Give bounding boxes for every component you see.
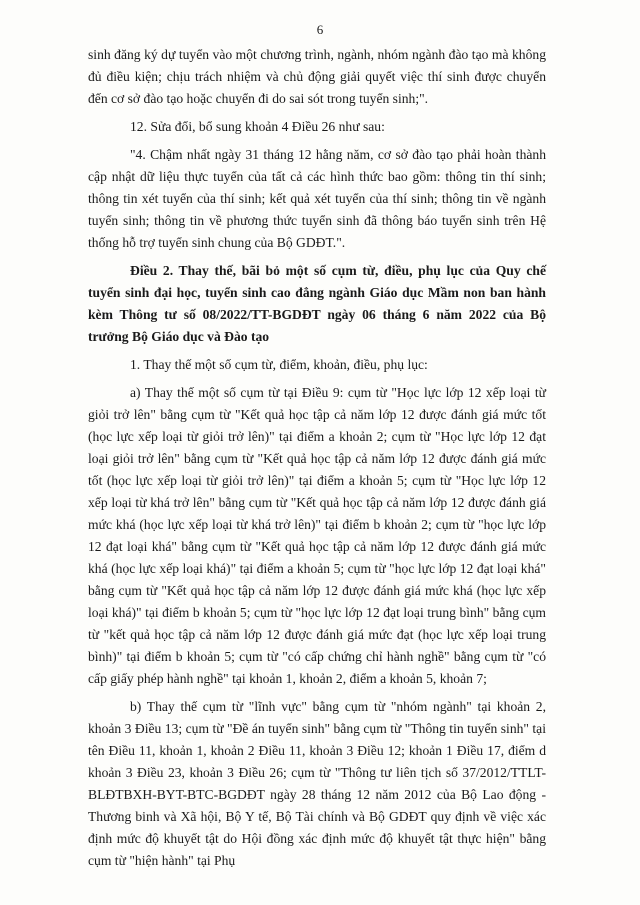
paragraph-item-12: 12. Sửa đổi, bổ sung khoản 4 Điều 26 như sau: — [130, 119, 385, 134]
paragraph-quote-clause-4: "4. Chậm nhất ngày 31 tháng 12 hằng năm, cơ sở đào tạo phải hoàn thành cập nhật dữ liệu thực tuyển của tất cả các hình thức bao gồm: thông tin thí sinh; thông tin xét tuyển của thí sinh; kết quả xét tuyển của thí sinh; thông tin về ngành tuyển sinh; thông tin về phương thức tuyển sinh đã thông báo tuyển sinh trên Hệ thống hỗ trợ tuyển sinh chung của Bộ GDĐT.". — [88, 147, 546, 250]
page-number: 6 — [316, 22, 324, 37]
article-2-heading: Điều 2. Thay thế, bãi bỏ một số cụm từ, điều, phụ lục của Quy chế tuyển sinh đại học, tuyển sinh cao đẳng ngành Giáo dục Mầm non ban hành kèm Thông tư số 08/2022/TT-BGDĐT ngày 06 tháng 6 năm 2022 của Bộ trưởng Bộ Giáo dục và Đào tạo — [88, 263, 546, 344]
paragraph-continuation: sinh đăng ký dự tuyển vào một chương trình, ngành, nhóm ngành đào tạo mà không đủ điều kiện; chịu trách nhiệm và chủ động giải quyết việc thí sinh được chuyển đến cơ sở đào tạo hoặc chuyển đi do sai sót trong tuyển sinh;". — [88, 47, 546, 106]
paragraph-item-1: 1. Thay thế một số cụm từ, điểm, khoản, điều, phụ lục: — [130, 357, 428, 372]
document-body — [88, 44, 546, 878]
paragraph-item-b: b) Thay thế cụm từ "lĩnh vực" bằng cụm từ "nhóm ngành" tại khoản 2, khoản 3 Điều 13; cụm từ "Đề án tuyển sinh" bằng cụm từ "Thông tin tuyển sinh" tại tên Điều 11, khoản 1, khoản 2 Điều 11, khoản 3 Điều 12; khoản 1 Điều 17, điểm d khoản 3 Điều 23, khoản 3 Điều 26; cụm từ "Thông tư liên tịch số 37/2012/TTLT- BLĐTBXH-BYT-BTC-BGDĐT ngày 28 tháng 12 năm 2012 của Bộ Lao động - Thương binh và Xã hội, Bộ Y tế, Bộ Tài chính và Bộ GDĐT quy định về việc xác định mức độ khuyết tật do Hội đồng xác định mức độ khuyết tật thực hiện" bằng cụm từ "hiện hành" tại Phụ — [88, 699, 546, 868]
paragraph-item-a: a) Thay thế một số cụm từ tại Điều 9: cụm từ "Học lực lớp 12 xếp loại từ giỏi trở lên" bằng cụm từ "Kết quả học tập cả năm lớp 12 được đánh giá mức tốt (học lực xếp loại từ giỏi trở lên)" tại điểm a khoản 2; cụm từ "Học lực lớp 12 đạt loại giỏi trở lên" bằng cụm từ "Kết quả học tập cả năm lớp 12 được đánh giá mức tốt (học lực xếp loại từ giỏi trở lên)" tại điểm a khoản 5; cụm từ "Học lực lớp 12 xếp loại từ khá trở lên" bằng cụm từ "Kết quả học tập cả năm lớp 12 được đánh giá mức khá (học lực xếp loại từ khá trở lên)" tại điểm b khoản 2; cụm từ "học lực lớp 12 đạt loại khá" bằng cụm từ "Kết quả học tập cả năm lớp 12 được đánh giá mức khá (học lực xếp loại khá)" tại điểm a khoản 5; cụm từ "học lực lớp 12 đạt loại khá" bằng cụm từ "Kết quả học tập cả năm lớp 12 được đánh giá mức khá (học lực xếp loại khá)" tại điểm b khoản 5; cụm từ "học lực lớp 12 đạt loại trung bình" bằng cụm từ "kết quả học tập cả năm lớp 12 được đánh giá mức đạt (học lực xếp loại trung bình)" tại điểm b khoản 5; cụm từ "có cấp chứng chỉ hành nghề" bằng cụm từ "có cấp giấy phép hành nghề" tại khoản 1, khoản 2, điểm a khoản 5, khoản 7; — [88, 385, 546, 686]
